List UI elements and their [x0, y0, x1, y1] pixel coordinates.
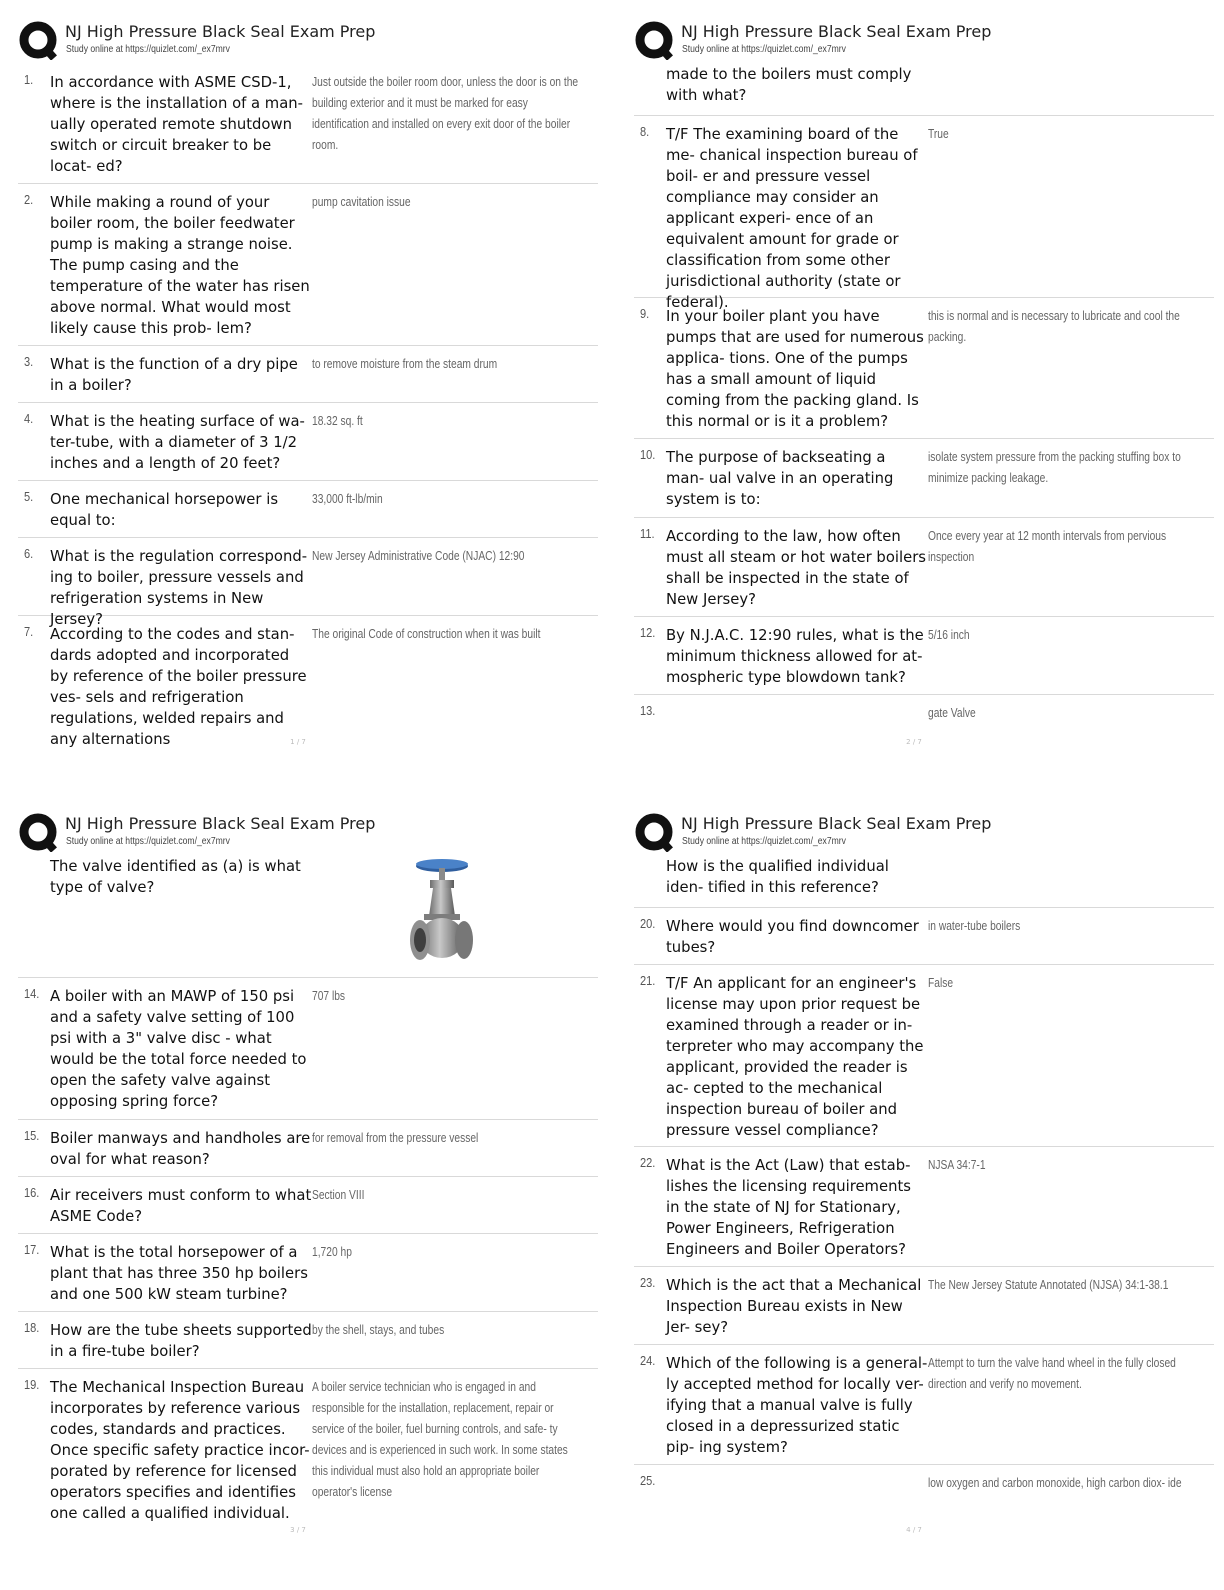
card-number: 20. — [640, 916, 656, 931]
card-answer: NJSA 34:7-1 — [928, 1158, 986, 1172]
flashcard-17 — [18, 1234, 598, 1312]
card-question: What is the heating surface of wa- ter-tube, with a diameter of 3 1/2 inches and a length of 20 feet? — [50, 413, 305, 472]
card-question: By N.J.A.C. 12:90 rules, what is the minimum thickness allowed for at- mospheric type blowdown tank? — [666, 627, 924, 686]
page-header — [18, 810, 598, 856]
card-number: 10. — [640, 447, 656, 462]
card-answer: Attempt to turn the valve hand wheel in the fully closed direction and verify no movement. — [928, 1356, 1176, 1391]
card-answer: True — [928, 127, 949, 141]
flashcard-11 — [634, 518, 1214, 617]
card-question: made to the boilers must comply with what? — [666, 66, 912, 104]
card-answer: this is normal and is necessary to lubricate and cool the packing. — [928, 309, 1180, 344]
card-question: T/F The examining board of the me- chanical inspection bureau of boil- er and pressure vessel compliance may consider an applicant experi- ence of an equivalent amount for grade or classification from some other jurisdictional authority (state or federal). — [666, 126, 918, 311]
flashcard-7-continued — [634, 64, 1214, 116]
card-number: 1. — [24, 72, 34, 87]
card-question: Air receivers must conform to what ASME Code? — [50, 1187, 312, 1225]
card-answer: The original Code of construction when it was built — [312, 627, 541, 641]
card-question: In your boiler plant you have pumps that are used for numerous applica- tions. One of the pumps has a small amount of liquid coming from the packing gland. Is this normal or is it a problem? — [666, 308, 924, 430]
card-number: 4. — [24, 411, 34, 426]
card-question: What is the function of a dry pipe in a boiler? — [50, 356, 298, 394]
flashcard-16 — [18, 1177, 598, 1234]
card-question: The Mechanical Inspection Bureau incorporates by reference various codes, standards and practices. Once specific safety practice incor- porated by reference for licensed operators specifies and identifies one called a qualified individual. — [50, 1379, 310, 1522]
card-answer: Section VIII — [312, 1188, 365, 1202]
page-title: NJ High Pressure Black Seal Exam Prep — [681, 22, 992, 41]
study-link[interactable]: Study online at https://quizlet.com/_ex7mrv — [66, 44, 230, 55]
card-question: What is the Act (Law) that estab- lishes the licensing requirements in the state of NJ for Stationary, Power Engineers, Refrigeration Engineers and Boiler Operators? — [666, 1157, 911, 1258]
flashcard-23 — [634, 1267, 1214, 1345]
card-number: 9. — [640, 306, 650, 321]
card-answer: New Jersey Administrative Code (NJAC) 12:90 — [312, 549, 525, 563]
card-answer: 707 lbs — [312, 989, 346, 1003]
card-question: A boiler with an MAWP of 150 psi and a safety valve setting of 100 psi with a 3" valve disc - what would be the total force needed to open the safety valve against opposing spring force? — [50, 988, 307, 1110]
card-question: The valve identified as (a) is what type of valve? — [50, 858, 301, 896]
card-answer: Just outside the boiler room door, unless the door is on the building exterior and it must be marked for easy identification and installed on every exit door of the boiler room. — [312, 75, 579, 152]
card-answer: isolate system pressure from the packing stuffing box to minimize packing leakage. — [928, 450, 1181, 485]
card-question: How are the tube sheets supported in a fire-tube boiler? — [50, 1322, 312, 1360]
card-answer: low oxygen and carbon monoxide, high carbon diox- ide — [928, 1476, 1182, 1490]
card-number: 22. — [640, 1155, 656, 1170]
card-number: 21. — [640, 973, 656, 988]
card-answer: Once every year at 12 month intervals from pervious inspection — [928, 529, 1167, 564]
page-header — [634, 18, 1214, 64]
card-question: In accordance with ASME CSD-1, where is the installation of a man- ually operated remote shutdown switch or circuit breaker to be locat- ed? — [50, 74, 303, 175]
card-question: T/F An applicant for an engineer's license may upon prior request be examined through a reader or in- terpreter who may accompany the applicant, provided the reader is ac- cepted to the mechanical inspection bureau of boiler and pressure vessel compliance? — [666, 975, 924, 1139]
card-answer: 33,000 ft-lb/min — [312, 492, 383, 506]
page-title: NJ High Pressure Black Seal Exam Prep — [681, 814, 992, 833]
flashcard-5 — [18, 481, 598, 538]
card-number: 16. — [24, 1185, 40, 1200]
flashcard-18 — [18, 1312, 598, 1369]
flashcard-13-continued — [18, 856, 598, 978]
card-answer: False — [928, 976, 954, 990]
card-number: 5. — [24, 489, 34, 504]
card-number: 14. — [24, 986, 40, 1001]
card-question: Which of the following is a general- ly accepted method for locally ver- ifying that a manual valve is fully closed in a depressurized static pip- ing system? — [666, 1355, 928, 1456]
card-answer: A boiler service technician who is engaged in and responsible for the installation, replacement, repair or service of the boiler, fuel burning controls, and safe- ty devices and is experienced in such work. In some states this individual must also hold an appropriate boiler operator's license — [312, 1380, 568, 1499]
page-header — [634, 810, 1214, 856]
page-number: 4 / 7 — [906, 1526, 922, 1534]
flashcard-19-continued — [634, 856, 1214, 908]
page-title: NJ High Pressure Black Seal Exam Prep — [65, 22, 376, 41]
flashcard-3 — [18, 346, 598, 403]
card-answer: gate Valve — [928, 706, 976, 720]
page-number: 3 / 7 — [290, 1526, 306, 1534]
flashcard-14 — [18, 978, 598, 1120]
card-number: 6. — [24, 546, 34, 561]
flashcard-9 — [634, 298, 1214, 439]
page-1 — [18, 18, 598, 798]
card-question: Where would you find downcomer tubes? — [666, 918, 919, 956]
card-answer: The New Jersey Statute Annotated (NJSA) 34:1-38.1 — [928, 1278, 1169, 1292]
card-question: Which is the act that a Mechanical Inspection Bureau exists in New Jer- sey? — [666, 1277, 922, 1336]
study-link[interactable]: Study online at https://quizlet.com/_ex7mrv — [682, 836, 846, 847]
card-number: 7. — [24, 624, 34, 639]
card-question: What is the regulation correspond- ing to boiler, pressure vessels and refrigeration systems in New Jersey? — [50, 548, 308, 628]
page-number: 2 / 7 — [906, 738, 922, 746]
card-number: 12. — [640, 625, 656, 640]
card-number: 15. — [24, 1128, 40, 1143]
card-number: 13. — [640, 703, 656, 718]
flashcard-10 — [634, 439, 1214, 518]
page-number: 1 / 7 — [290, 738, 306, 746]
card-question: According to the codes and stan- dards adopted and incorporated by reference of the boiler pressure ves- sels and refrigeration regulations, welded repairs and any alternations — [50, 626, 307, 748]
card-number: 17. — [24, 1242, 40, 1257]
card-number: 2. — [24, 192, 34, 207]
flashcard-25 — [634, 1465, 1214, 1523]
flashcard-2 — [18, 184, 598, 346]
card-number: 3. — [24, 354, 34, 369]
card-question: The purpose of backseating a man- ual valve in an operating system is to: — [666, 449, 894, 508]
flashcard-8 — [634, 116, 1214, 311]
card-question: Boiler manways and handholes are oval for what reason? — [50, 1130, 311, 1168]
card-answer: 1,720 hp — [312, 1245, 352, 1259]
page-header — [18, 18, 598, 64]
card-answer: by the shell, stays, and tubes — [312, 1323, 445, 1337]
card-number: 23. — [640, 1275, 656, 1290]
study-link[interactable]: Study online at https://quizlet.com/_ex7mrv — [66, 836, 230, 847]
flashcard-1 — [18, 64, 598, 184]
quizlet-logo-icon — [634, 812, 674, 852]
card-question: What is the total horsepower of a plant that has three 350 hp boilers and one 500 kW steam turbine? — [50, 1244, 308, 1303]
card-answer: pump cavitation issue — [312, 195, 411, 209]
card-answer: to remove moisture from the steam drum — [312, 357, 498, 371]
quizlet-logo-icon — [634, 20, 674, 60]
gate-valve-image — [406, 858, 478, 966]
page-2 — [634, 18, 1214, 798]
card-question: How is the qualified individual iden- tified in this reference? — [666, 858, 889, 896]
flashcard-15 — [18, 1120, 598, 1177]
flashcard-12 — [634, 617, 1214, 695]
card-number: 18. — [24, 1320, 40, 1335]
flashcard-24 — [634, 1345, 1214, 1465]
card-answer: in water-tube boilers — [928, 919, 1021, 933]
card-number: 24. — [640, 1353, 656, 1368]
card-question: While making a round of your boiler room, the boiler feedwater pump is making a strange noise. The pump casing and the temperature of the water has risen above normal. What would most likely cause this prob- lem? — [50, 194, 310, 337]
page-title: NJ High Pressure Black Seal Exam Prep — [65, 814, 376, 833]
card-question: One mechanical horsepower is equal to: — [50, 491, 279, 529]
flashcard-13 — [634, 695, 1214, 731]
card-answer: 18.32 sq. ft — [312, 414, 363, 428]
card-number: 8. — [640, 124, 650, 139]
card-answer: for removal from the pressure vessel — [312, 1131, 479, 1145]
flashcard-22 — [634, 1147, 1214, 1267]
quizlet-logo-icon — [18, 812, 58, 852]
card-number: 19. — [24, 1377, 40, 1392]
card-number: 11. — [640, 526, 655, 541]
page-3 — [18, 810, 598, 1590]
study-link[interactable]: Study online at https://quizlet.com/_ex7mrv — [682, 44, 846, 55]
flashcard-19 — [18, 1369, 598, 1522]
page-4 — [634, 810, 1214, 1590]
card-number: 25. — [640, 1473, 656, 1488]
flashcard-4 — [18, 403, 598, 481]
card-question: According to the law, how often must all steam or hot water boilers shall be inspected in the state of New Jersey? — [666, 528, 927, 608]
quizlet-logo-icon — [18, 20, 58, 60]
flashcard-21 — [634, 965, 1214, 1147]
card-answer: 5/16 inch — [928, 628, 970, 642]
flashcard-6 — [18, 538, 598, 628]
flashcard-20 — [634, 908, 1214, 965]
